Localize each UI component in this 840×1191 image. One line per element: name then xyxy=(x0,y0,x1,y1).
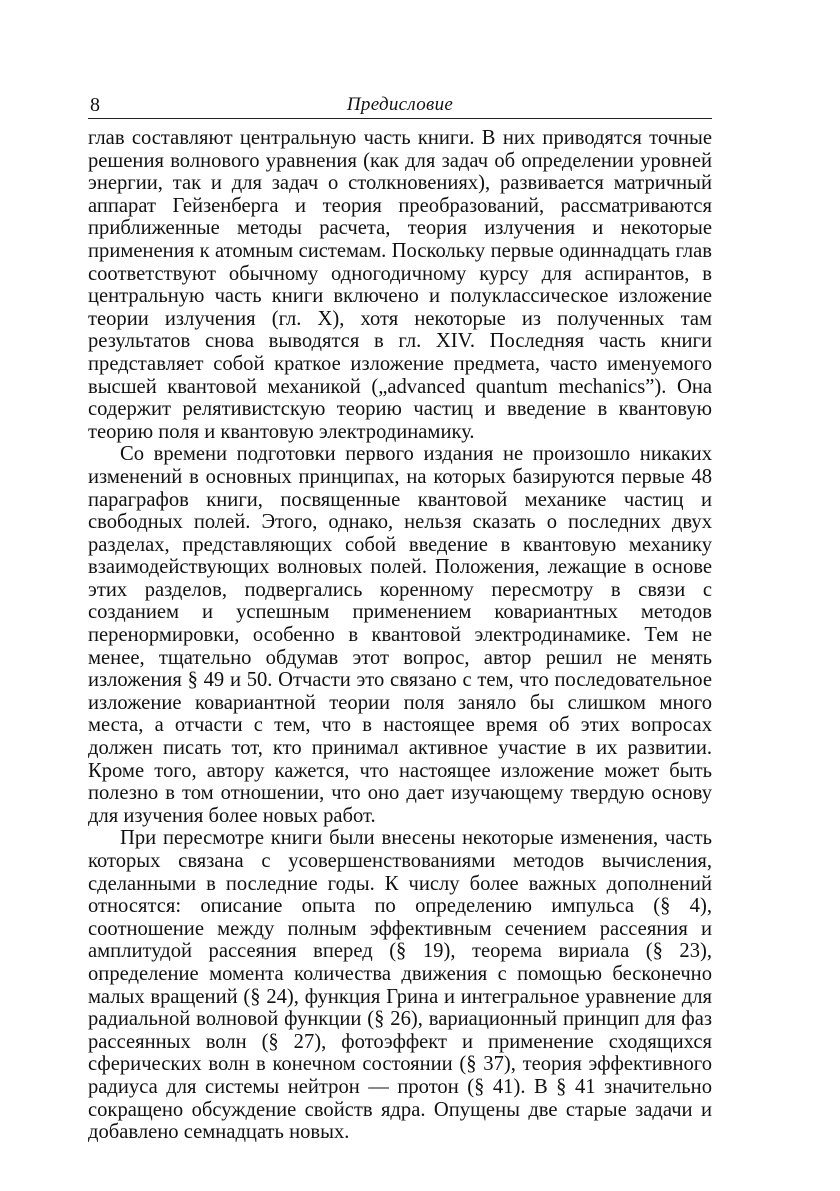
paragraph-1: глав составляют центральную часть книги. В них приводятся точные решения волнового уравнения (как для задач об определении уровней энергии, так и для задач о столкновениях), развивается матричный аппарат Гейзенберга и теория преобразований, рассматриваются приближенные методы расчета, теория излучения и некоторые применения к атомным системам. Поскольку первые одиннадцать глав соответствуют обычному одногодичному курсу для аспирантов, в центральную часть книги включено и полуклассическое изложение теории излучения (гл. X), хотя некоторые из полученных там результатов снова выводятся в гл. XIV. Последняя часть книги представляет собой краткое изложение предмета, часто именуемого высшей квантовой механикой („advanced quantum mechanics”). Она содержит релятивистскую теорию частиц и введение в квантовую теорию поля и квантовую электродинамику. xyxy=(88,127,712,443)
page-number: 8 xyxy=(90,94,100,116)
book-page xyxy=(88,92,712,1144)
paragraph-2: Со времени подготовки первого издания не произошло никаких изменений в основных принципах, на которых базируются первые 48 параграфов книги, посвященные квантовой механике частиц и свободных полей. Этого, однако, нельзя сказать о последних двух разделах, представляющих собой введение в квантовую механику взаимодействующих волновых полей. Положения, лежащие в основе этих разделов, подвергались коренному пересмотру в связи с созданием и успешным применением ковариантных методов перенормировки, особенно в квантовой электродинамике. Тем не менее, тщательно обдумав этот вопрос, автор решил не менять изложения § 49 и 50. Отчасти это связано с тем, что последовательное изложение ковариантной теории поля заняло бы слишком много места, а отчасти с тем, что в настоящее время об этих вопросах должен писать тот, кто принимал активное участие в их развитии. Кроме того, автору кажется, что настоящее изложение может быть полезно в том отношении, что оно дает изучающему твердую основу для изучения более новых работ. xyxy=(88,443,712,827)
running-header xyxy=(88,92,712,119)
body-text xyxy=(88,127,712,1144)
paragraph-3: При пересмотре книги были внесены некоторые изменения, часть которых связана с усовершенствованиями методов вычисления, сделанными в последние годы. К числу более важных дополнений относятся: описание опыта по определению импульса (§ 4), соотношение между полным эффективным сечением рассеяния и амплитудой рассеяния вперед (§ 19), теорема вириала (§ 23), определение момента количества движения с помощью бесконечно малых вращений (§ 24), функция Грина и интегральное уравнение для радиальной волновой функции (§ 26), вариационный принцип для фаз рассеянных волн (§ 27), фотоэффект и применение сходящихся сферических волн в конечном состоянии (§ 37), теория эффективного радиуса для системы нейтрон — протон (§ 41). В § 41 значительно сокращено обсуждение свойств ядра. Опущены две старые задачи и добавлено семнадцать новых. xyxy=(88,827,712,1144)
running-title: Предисловие xyxy=(346,94,454,115)
